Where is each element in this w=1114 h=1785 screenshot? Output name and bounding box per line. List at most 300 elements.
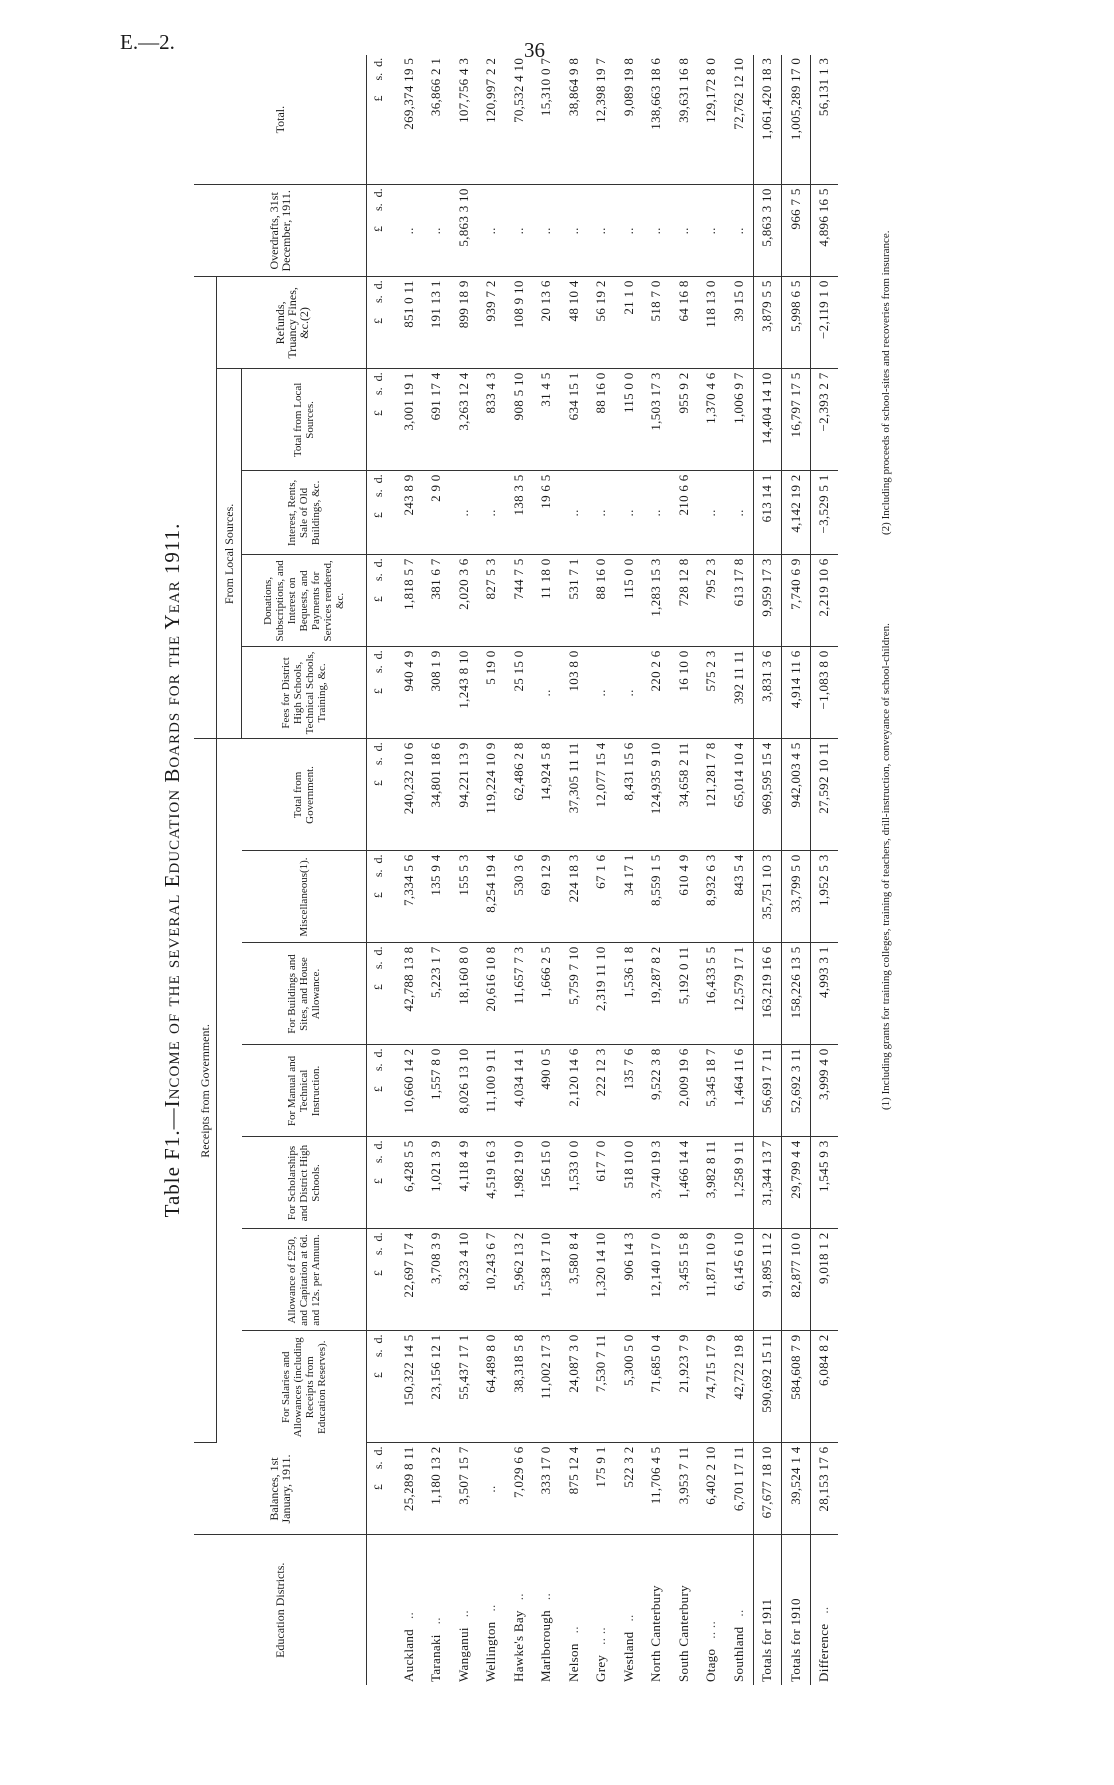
value-cell: 65,014 10 4	[725, 739, 753, 851]
table-body	[389, 55, 838, 1685]
value-cell: 590,692 15 11	[753, 1331, 782, 1443]
value-cell: 1,283 15 3	[643, 555, 671, 647]
value-cell: 4,896 16 5	[810, 185, 838, 277]
value-cell: 71,685 0 4	[643, 1331, 671, 1443]
value-cell: 12,579 17 1	[725, 943, 753, 1045]
district-cell	[810, 1535, 838, 1685]
value-cell: 19 6 5	[533, 471, 561, 555]
district-cell	[533, 1535, 561, 1685]
value-cell: ..	[643, 471, 671, 555]
value-cell: 8,254 19 4	[478, 851, 506, 943]
value-cell: 9,018 1 2	[810, 1229, 838, 1331]
value-cell: 24,087 3 0	[560, 1331, 588, 1443]
table-row	[753, 55, 782, 1685]
value-cell: 942,003 4 5	[782, 739, 811, 851]
value-cell: 3,455 15 8	[670, 1229, 698, 1331]
col-head-scholarships: For Scholarships and District High Schools.	[242, 1137, 367, 1229]
leader-dots: ..	[538, 1592, 554, 1601]
value-cell: 12,140 17 0	[643, 1229, 671, 1331]
col-head-donations: Donations, Subscriptions, and Interest on Bequests, and Payments for Services rendered, &c.	[242, 555, 367, 647]
page-reference: E.—2.	[120, 30, 175, 54]
value-cell: 617 7 0	[588, 1137, 616, 1229]
value-cell: 7,334 5 6	[389, 851, 423, 943]
value-cell: 11,871 10 9	[698, 1229, 726, 1331]
value-cell: 224 18 3	[560, 851, 588, 943]
value-cell: 691 17 4	[423, 369, 451, 471]
value-cell: 9,089 19 8	[615, 55, 643, 185]
value-cell: 3,999 4 0	[810, 1045, 838, 1137]
value-cell: 1,370 4 6	[698, 369, 726, 471]
district-cell	[505, 1535, 533, 1685]
district-cell	[782, 1535, 811, 1685]
value-cell: 6,428 5 5	[389, 1137, 423, 1229]
leader-dots: ..	[428, 1617, 444, 1625]
units-label: £ s. d.	[367, 1331, 390, 1443]
value-cell: 940 4 9	[389, 647, 423, 739]
value-cell: 5,345 18 7	[698, 1045, 726, 1137]
value-cell: ..	[533, 185, 561, 277]
value-cell: 6,701 17 11	[725, 1443, 753, 1535]
value-cell: 118 13 0	[698, 277, 726, 369]
value-cell: 10,243 6 7	[478, 1229, 506, 1331]
value-cell: 4,914 11 6	[782, 647, 811, 739]
district-name: Nelson	[565, 1643, 581, 1682]
value-cell: 5 19 0	[478, 647, 506, 739]
value-cell: 155 5 3	[450, 851, 478, 943]
value-cell: 119,224 10 9	[478, 739, 506, 851]
district-cell	[478, 1535, 506, 1685]
value-cell: 833 4 3	[478, 369, 506, 471]
col-head-overdrafts: Overdrafts, 31st December, 1911.	[194, 185, 367, 277]
value-cell: 10,660 14 2	[389, 1045, 423, 1137]
value-cell: 48 10 4	[560, 277, 588, 369]
value-cell: 3,982 8 11	[698, 1137, 726, 1229]
value-cell: 1,180 13 2	[423, 1443, 451, 1535]
district-name: Totals for 1911	[759, 1598, 775, 1682]
units-label: £ s. d.	[367, 943, 390, 1045]
col-head-fees: Fees for District High Schools, Technical Schools, Training, &c.	[242, 647, 367, 739]
table-row	[782, 55, 811, 1685]
district-name: Auckland	[400, 1629, 416, 1682]
units-label: £ s. d.	[367, 851, 390, 943]
value-cell: 1,952 5 3	[810, 851, 838, 943]
district-name: Southland	[730, 1626, 746, 1682]
value-cell: 381 6 7	[423, 555, 451, 647]
district-cell	[450, 1535, 478, 1685]
rotated-table-page	[150, 55, 950, 1685]
value-cell: 1,545 9 3	[810, 1137, 838, 1229]
value-cell: 795 2 3	[698, 555, 726, 647]
value-cell: 7,740 6 9	[782, 555, 811, 647]
col-head-manual: For Manual and Technical Instruction.	[242, 1045, 367, 1137]
value-cell: 156 15 0	[533, 1137, 561, 1229]
district-name: Wellington	[483, 1621, 499, 1682]
units-label: £ s. d.	[367, 277, 390, 369]
value-cell: 35,751 10 3	[753, 851, 782, 943]
value-cell: 5,962 13 2	[505, 1229, 533, 1331]
value-cell: 2,120 14 6	[560, 1045, 588, 1137]
value-cell: 9,959 17 3	[753, 555, 782, 647]
col-head-allowance: Allowance of £250, and Capitation at 6d. and 12s. per Annum.	[242, 1229, 367, 1331]
value-cell: 64 16 8	[670, 277, 698, 369]
value-cell: 634 15 1	[560, 369, 588, 471]
value-cell: ..	[615, 471, 643, 555]
value-cell: ..	[560, 471, 588, 555]
value-cell: ..	[615, 647, 643, 739]
value-cell: 1,666 2 5	[533, 943, 561, 1045]
value-cell: −2,393 2 7	[810, 369, 838, 471]
table-row	[643, 55, 671, 1685]
value-cell: 1,557 8 0	[423, 1045, 451, 1137]
value-cell: 522 3 2	[615, 1443, 643, 1535]
value-cell: 584,608 7 9	[782, 1331, 811, 1443]
district-name: Hawke's Bay	[510, 1610, 526, 1682]
value-cell: 1,258 9 11	[725, 1137, 753, 1229]
value-cell: ..	[725, 185, 753, 277]
value-cell: 14,924 5 8	[533, 739, 561, 851]
value-cell: 158,226 13 5	[782, 943, 811, 1045]
value-cell: 39 15 0	[725, 277, 753, 369]
district-cell	[615, 1535, 643, 1685]
value-cell: 899 18 9	[450, 277, 478, 369]
value-cell: 210 6 6	[670, 471, 698, 555]
value-cell: 1,464 11 6	[725, 1045, 753, 1137]
district-cell	[423, 1535, 451, 1685]
value-cell: 42,722 19 8	[725, 1331, 753, 1443]
value-cell: 531 7 1	[560, 555, 588, 647]
value-cell: 308 1 9	[423, 647, 451, 739]
col-head-district: Education Districts.	[194, 1535, 367, 1685]
value-cell: 138 3 5	[505, 471, 533, 555]
leader-dots: ..	[510, 1593, 526, 1601]
district-name: Grey	[593, 1654, 609, 1682]
value-cell: ..	[615, 185, 643, 277]
value-cell: 67,677 18 10	[753, 1443, 782, 1535]
value-cell: 135 9 4	[423, 851, 451, 943]
district-cell	[560, 1535, 588, 1685]
value-cell: 20,616 10 8	[478, 943, 506, 1045]
units-label: £ s. d.	[367, 1229, 390, 1331]
value-cell: 37,305 11 11	[560, 739, 588, 851]
value-cell: 129,172 8 0	[698, 55, 726, 185]
value-cell: 269,374 19 5	[389, 55, 423, 185]
value-cell: 22,697 17 4	[389, 1229, 423, 1331]
value-cell: 34,658 2 11	[670, 739, 698, 851]
value-cell: 56 19 2	[588, 277, 616, 369]
value-cell: 14,404 14 10	[753, 369, 782, 471]
value-cell: 94,221 13 9	[450, 739, 478, 851]
value-cell: 1,320 14 10	[588, 1229, 616, 1331]
value-cell: 70,532 4 10	[505, 55, 533, 185]
value-cell: 55,437 17 1	[450, 1331, 478, 1443]
value-cell: 11,002 17 3	[533, 1331, 561, 1443]
value-cell: 88 16 0	[588, 555, 616, 647]
value-cell: 1,243 8 10	[450, 647, 478, 739]
value-cell: 150,322 14 5	[389, 1331, 423, 1443]
table-row	[478, 55, 506, 1685]
value-cell: 955 9 2	[670, 369, 698, 471]
value-cell: 3,740 19 3	[643, 1137, 671, 1229]
value-cell: 12,398 19 7	[588, 55, 616, 185]
value-cell: 67 1 6	[588, 851, 616, 943]
table-row	[615, 55, 643, 1685]
value-cell: ..	[725, 471, 753, 555]
value-cell: 6,145 6 10	[725, 1229, 753, 1331]
value-cell: 1,006 9 7	[725, 369, 753, 471]
district-cell	[643, 1535, 671, 1685]
value-cell: ..	[478, 1443, 506, 1535]
value-cell: 12,077 15 4	[588, 739, 616, 851]
district-name: Difference	[816, 1623, 832, 1682]
value-cell: 939 7 2	[478, 277, 506, 369]
district-name: Taranaki	[428, 1634, 444, 1682]
units-label: £ s. d.	[367, 647, 390, 739]
table-row	[810, 55, 838, 1685]
value-cell: 64,489 8 0	[478, 1331, 506, 1443]
value-cell: 5,223 1 7	[423, 943, 451, 1045]
value-cell: 5,863 3 10	[753, 185, 782, 277]
value-cell: 4,142 19 2	[782, 471, 811, 555]
value-cell: 82,877 10 0	[782, 1229, 811, 1331]
district-name: Marlborough	[538, 1610, 554, 1682]
value-cell: ..	[423, 185, 451, 277]
value-cell: 29,799 4 4	[782, 1137, 811, 1229]
value-cell: 908 5 10	[505, 369, 533, 471]
district-cell	[698, 1535, 726, 1685]
units-label: £ s. d.	[367, 471, 390, 555]
col-head-total-local: Total from Local Sources.	[242, 369, 367, 471]
units-label: £ s. d.	[367, 739, 390, 851]
leader-dots: .. ..	[703, 1620, 719, 1639]
district-name: Westland	[620, 1631, 636, 1682]
value-cell: 8,026 13 10	[450, 1045, 478, 1137]
value-cell: 518 7 0	[643, 277, 671, 369]
value-cell: 163,219 16 6	[753, 943, 782, 1045]
group-government: Receipts from Government.	[194, 739, 217, 1443]
value-cell: 11,100 9 11	[478, 1045, 506, 1137]
table-title	[150, 55, 194, 1685]
value-cell: 906 14 3	[615, 1229, 643, 1331]
district-cell	[725, 1535, 753, 1685]
district-cell	[753, 1535, 782, 1685]
table-row	[670, 55, 698, 1685]
value-cell: 613 14 1	[753, 471, 782, 555]
value-cell: 843 5 4	[725, 851, 753, 943]
district-name: North Canterbury	[648, 1585, 664, 1682]
value-cell: 1,021 3 9	[423, 1137, 451, 1229]
value-cell: 91,895 11 2	[753, 1229, 782, 1331]
table-title-prefix: Table F1.—	[160, 1107, 184, 1218]
value-cell: 135 7 6	[615, 1045, 643, 1137]
value-cell: 1,533 0 0	[560, 1137, 588, 1229]
value-cell: 5,192 0 11	[670, 943, 698, 1045]
value-cell: 115 0 0	[615, 555, 643, 647]
value-cell: 103 8 0	[560, 647, 588, 739]
value-cell: 107,756 4 3	[450, 55, 478, 185]
table-row	[560, 55, 588, 1685]
value-cell: 5,863 3 10	[450, 185, 478, 277]
value-cell: 1,005,289 17 0	[782, 55, 811, 185]
value-cell: 490 0 5	[533, 1045, 561, 1137]
value-cell: 969,595 15 4	[753, 739, 782, 851]
value-cell: 108 9 10	[505, 277, 533, 369]
value-cell: −2,119 1 0	[810, 277, 838, 369]
value-cell: 7,530 7 11	[588, 1331, 616, 1443]
value-cell: ..	[698, 185, 726, 277]
value-cell: 11,657 7 3	[505, 943, 533, 1045]
leader-dots: .. ..	[593, 1627, 609, 1645]
value-cell: 31 4 5	[533, 369, 561, 471]
value-cell: ..	[670, 185, 698, 277]
value-cell: 530 3 6	[505, 851, 533, 943]
units-spacer	[367, 1535, 390, 1685]
value-cell: 88 16 0	[588, 369, 616, 471]
value-cell: 851 0 11	[389, 277, 423, 369]
value-cell: 728 12 8	[670, 555, 698, 647]
value-cell: 21 1 0	[615, 277, 643, 369]
value-cell: 38,864 9 8	[560, 55, 588, 185]
value-cell: 3,507 15 7	[450, 1443, 478, 1535]
value-cell: 33,799 5 0	[782, 851, 811, 943]
page-number: 36	[524, 38, 545, 62]
value-cell: 31,344 13 7	[753, 1137, 782, 1229]
value-cell: 966 7 5	[782, 185, 811, 277]
table-row	[450, 55, 478, 1685]
value-cell: −1,083 8 0	[810, 647, 838, 739]
value-cell: 4,118 4 9	[450, 1137, 478, 1229]
table-row	[505, 55, 533, 1685]
value-cell: 9,522 3 8	[643, 1045, 671, 1137]
value-cell: ..	[505, 185, 533, 277]
value-cell: 6,402 2 10	[698, 1443, 726, 1535]
value-cell: 3,263 12 4	[450, 369, 478, 471]
district-name: Totals for 1910	[787, 1598, 803, 1682]
value-cell: 1,503 17 3	[643, 369, 671, 471]
value-cell: 38,318 5 8	[505, 1331, 533, 1443]
col-head-interest: Interest, Rents, Sale of Old Buildings, &c.	[242, 471, 367, 555]
value-cell: 191 13 1	[423, 277, 451, 369]
value-cell: 62,486 2 8	[505, 739, 533, 851]
value-cell: 5,759 7 10	[560, 943, 588, 1045]
value-cell: 8,323 4 10	[450, 1229, 478, 1331]
value-cell: 744 7 5	[505, 555, 533, 647]
value-cell: 1,982 19 0	[505, 1137, 533, 1229]
value-cell: 827 5 3	[478, 555, 506, 647]
units-label: £ s. d.	[367, 185, 390, 277]
value-cell: 875 12 4	[560, 1443, 588, 1535]
value-cell: 5,998 6 5	[782, 277, 811, 369]
district-cell	[389, 1535, 423, 1685]
value-cell: 2,319 11 10	[588, 943, 616, 1045]
value-cell: 4,519 16 3	[478, 1137, 506, 1229]
leader-dots: ..	[455, 1610, 471, 1618]
value-cell: 613 17 8	[725, 555, 753, 647]
value-cell: 16,433 5 5	[698, 943, 726, 1045]
value-cell: 72,762 12 10	[725, 55, 753, 185]
col-head-refunds: Refunds, Truancy Fines, &c.(2)	[217, 277, 367, 369]
value-cell: 42,788 13 8	[389, 943, 423, 1045]
value-cell: 3,580 8 4	[560, 1229, 588, 1331]
value-cell: ..	[643, 185, 671, 277]
value-cell: ..	[478, 185, 506, 277]
leader-dots: ..	[620, 1614, 636, 1622]
value-cell: 11,706 4 5	[643, 1443, 671, 1535]
value-cell: 16,797 17 5	[782, 369, 811, 471]
value-cell: ..	[533, 647, 561, 739]
value-cell: 2,219 10 6	[810, 555, 838, 647]
units-label: £ s. d.	[367, 1045, 390, 1137]
value-cell: 1,466 14 4	[670, 1137, 698, 1229]
units-label: £ s. d.	[367, 555, 390, 647]
table-row	[389, 55, 423, 1685]
value-cell: 7,029 6 6	[505, 1443, 533, 1535]
value-cell: ..	[478, 471, 506, 555]
leader-dots: ..	[565, 1626, 581, 1634]
col-head-misc: Miscellaneous(1).	[242, 851, 367, 943]
value-cell: 56,131 1 3	[810, 55, 838, 185]
value-cell: ..	[588, 647, 616, 739]
value-cell: 175 9 1	[588, 1443, 616, 1535]
value-cell: 138,663 18 6	[643, 55, 671, 185]
value-cell: 1,818 5 7	[389, 555, 423, 647]
col-head-salaries: For Salaries and Allowances (including Receipts from Education Reserves).	[242, 1331, 367, 1443]
value-cell: 8,559 1 5	[643, 851, 671, 943]
table-row	[698, 55, 726, 1685]
value-cell: 333 17 0	[533, 1443, 561, 1535]
units-label: £ s. d.	[367, 55, 390, 185]
value-cell: 21,923 7 9	[670, 1331, 698, 1443]
value-cell: 3,953 7 11	[670, 1443, 698, 1535]
value-cell: 1,536 1 8	[615, 943, 643, 1045]
value-cell: 6,084 8 2	[810, 1331, 838, 1443]
value-cell: 518 10 0	[615, 1137, 643, 1229]
table-row	[423, 55, 451, 1685]
value-cell: 27,592 10 11	[810, 739, 838, 851]
table-row	[588, 55, 616, 1685]
value-cell: 8,932 6 3	[698, 851, 726, 943]
table-row	[533, 55, 561, 1685]
value-cell: 39,524 1 4	[782, 1443, 811, 1535]
value-cell: 52,692 3 11	[782, 1045, 811, 1137]
value-cell: 3,831 3 6	[753, 647, 782, 739]
leader-dots: ..	[730, 1609, 746, 1617]
value-cell: ..	[698, 471, 726, 555]
value-cell: 1,061,420 18 3	[753, 55, 782, 185]
value-cell: 222 12 3	[588, 1045, 616, 1137]
footnote-1: (1) Including grants for training colleges, training of teachers, drill-instruction, conveyance of school-children.	[880, 623, 892, 1110]
district-cell	[670, 1535, 698, 1685]
value-cell: 575 2 3	[698, 647, 726, 739]
district-name: Otago	[703, 1648, 719, 1682]
value-cell: ..	[389, 185, 423, 277]
value-cell: 20 13 6	[533, 277, 561, 369]
value-cell: 2,020 3 6	[450, 555, 478, 647]
value-cell: 25,289 8 11	[389, 1443, 423, 1535]
col-head-total: Total.	[194, 55, 367, 185]
value-cell: 220 2 6	[643, 647, 671, 739]
value-cell: −3,529 5 1	[810, 471, 838, 555]
col-head-total-government: Total from Government.	[242, 739, 367, 851]
footnote-2: (2) Including proceeds of school-sites and recoveries from insurance.	[880, 230, 892, 535]
value-cell: ..	[560, 185, 588, 277]
col-head-buildings: For Buildings and Sites, and House Allowance.	[242, 943, 367, 1045]
units-label: £ s. d.	[367, 369, 390, 471]
value-cell: 4,034 14 1	[505, 1045, 533, 1137]
value-cell: 74,715 17 9	[698, 1331, 726, 1443]
table-row	[725, 55, 753, 1685]
units-label: £ s. d.	[367, 1137, 390, 1229]
district-cell	[588, 1535, 616, 1685]
